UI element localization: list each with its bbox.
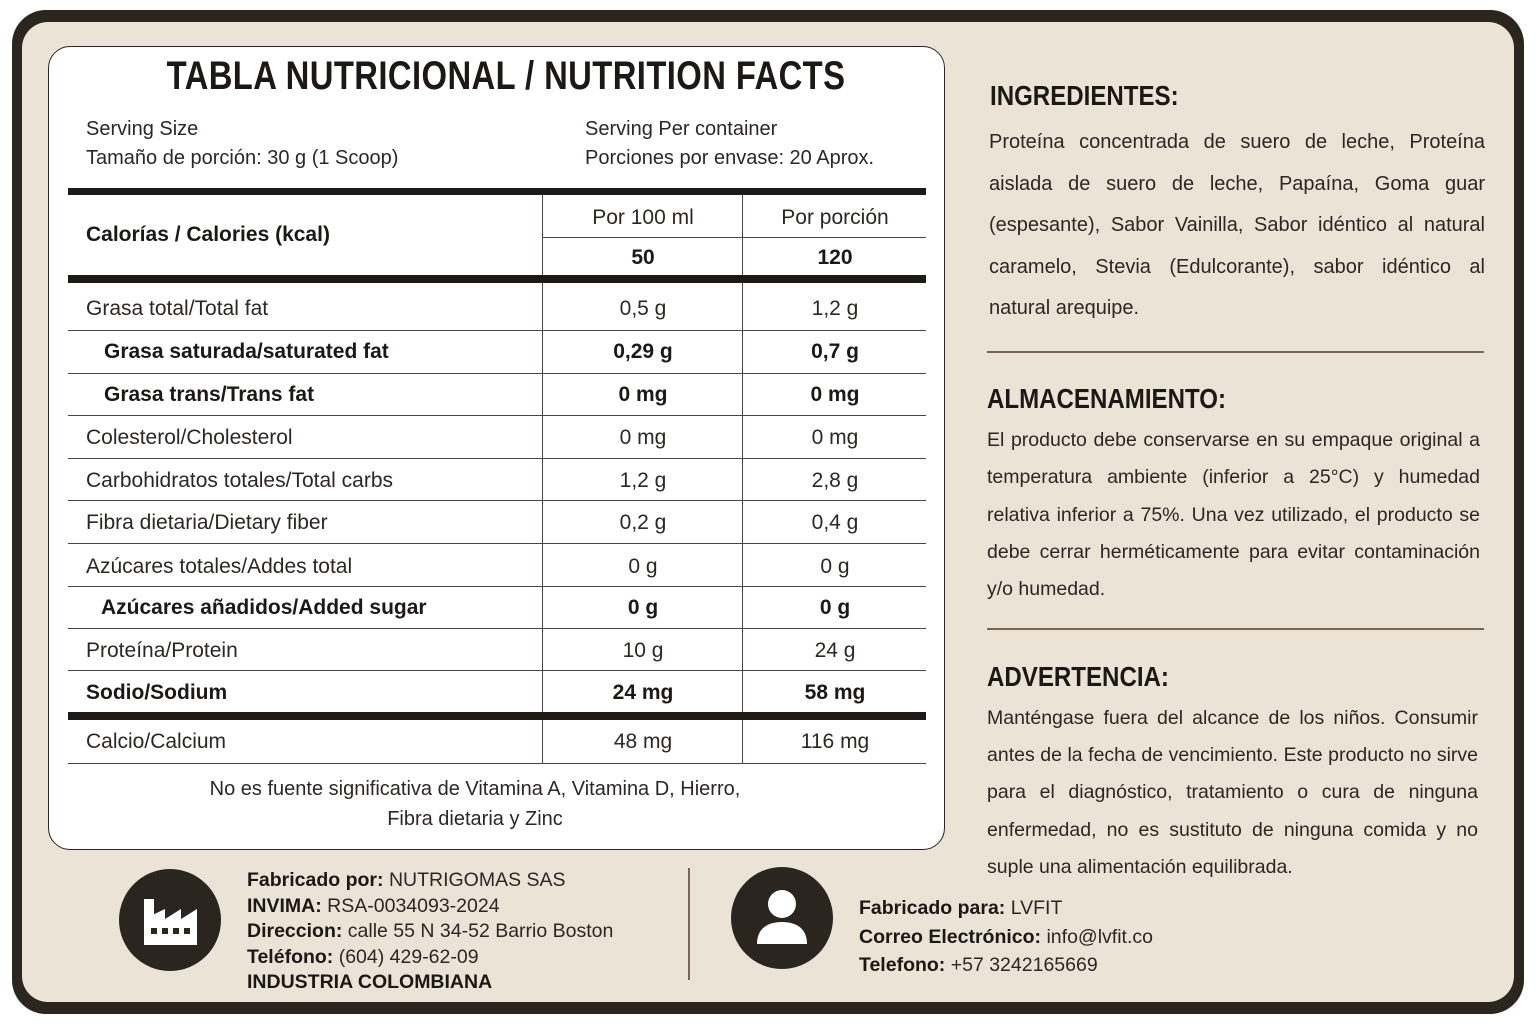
section-divider — [987, 628, 1484, 630]
table-row-label: Colesterol/Cholesterol — [86, 426, 293, 449]
calories-col1: 50 — [631, 246, 655, 269]
vitamin-note-line: No es fuente significativa de Vitamina A, Vitamina D, Hierro, — [209, 778, 741, 800]
table-row-col1: 0,29 g — [613, 340, 673, 363]
invima-line — [247, 894, 613, 920]
table-row-col2: 1,2 g — [811, 297, 859, 320]
table-row-label: Azúcares añadidos/Added sugar — [101, 596, 427, 619]
table-row-col2: 58 mg — [804, 681, 866, 704]
client-phone-line — [859, 951, 1153, 980]
email-line — [859, 923, 1153, 952]
client-phone-value: +57 3242165669 — [950, 954, 1098, 976]
table-row-label: Carbohidratos totales/Total carbs — [86, 469, 393, 492]
footer-divider — [688, 868, 690, 980]
table-row-label: Azúcares totales/Addes total — [86, 555, 353, 578]
table-row-col2: 2,8 g — [811, 469, 859, 492]
table-row-col2: 0 g — [819, 596, 851, 619]
factory-icon-graphic — [119, 869, 221, 971]
serving-size — [86, 115, 398, 173]
address-value: calle 55 N 34-52 Barrio Boston — [347, 920, 614, 942]
serving-size-value: Tamaño de porción: 30 g (1 Scoop) — [86, 147, 399, 169]
table-row-label: Grasa trans/Trans fat — [104, 383, 315, 406]
storage-text: El producto debe conservarse en su empaque original a temperatura ambiente (inferior a 25°C) y humedad relativa inferior a 75%. Una vez utilizado, el producto se debe cerrar herméticamente para evitar contaminación y/o humedad. — [987, 429, 1480, 601]
table-row-label: Sodio/Sodium — [86, 681, 228, 704]
vitamin-note-line: Fibra dietaria y Zinc — [387, 808, 563, 830]
made-for-value: LVFIT — [1010, 897, 1063, 919]
made-for-line — [859, 894, 1153, 923]
table-row-label: Grasa saturada/saturated fat — [104, 340, 389, 363]
table-row-col1: 24 mg — [612, 681, 674, 704]
table-row-col1: 10 g — [622, 639, 664, 662]
ingredients-text: Proteína concentrada de suero de leche, Proteína aislada de suero de leche, Papaína, Goma guar (espesante), Sabor Vainilla, Sabor idéntico al natural caramelo, Stevia (Edulcorante), sabor idéntico al natural arequipe. — [989, 131, 1485, 319]
table-row-col1: 0 g — [627, 596, 659, 619]
warning-heading: ADVERTENCIA: — [987, 661, 1169, 692]
table-row-col2: 0,7 g — [811, 340, 859, 363]
made-for-label: Fabricado para: — [859, 897, 1006, 919]
servings-per-container-value: Porciones por envase: 20 Aprox. — [585, 147, 875, 169]
table-row-col1: 0,5 g — [619, 297, 667, 320]
made-by-value: NUTRIGOMAS SAS — [388, 869, 566, 891]
table-row-col1: 0,2 g — [619, 511, 667, 534]
ingredients-heading: INGREDIENTES: — [990, 80, 1179, 111]
storage-heading: ALMACENAMIENTO: — [987, 383, 1227, 414]
phone-value: (604) 429-62-09 — [338, 945, 479, 968]
made-by-line — [247, 868, 613, 894]
serving-size-label: Serving Size — [86, 118, 199, 140]
invima-label: INVIMA: — [247, 894, 322, 917]
client-info — [859, 894, 1153, 980]
calories-col2: 120 — [817, 246, 853, 269]
col2-header: Por porción — [781, 206, 889, 229]
servings-per-container-label: Serving Per container — [585, 118, 778, 140]
table-row-col1: 0 g — [628, 555, 658, 578]
servings-per-container — [585, 115, 874, 173]
calories-label: Calorías / Calories (kcal) — [86, 223, 330, 246]
table-row-col1: 0 mg — [618, 383, 668, 406]
table-row-label: Fibra dietaria/Dietary fiber — [86, 511, 328, 534]
user-icon-graphic — [731, 867, 833, 969]
client-phone-label: Telefono: — [859, 954, 946, 976]
table-top-rule — [68, 188, 926, 195]
row-divider — [68, 763, 926, 764]
email-label: Correo Electrónico: — [859, 925, 1042, 948]
manufacturer-info — [247, 868, 613, 996]
table-row-col1: 48 mg — [613, 730, 673, 753]
table-row-label: Proteína/Protein — [86, 639, 238, 662]
address-line — [247, 919, 613, 945]
table-row-col2: 0 mg — [810, 383, 860, 406]
invima-value: RSA-0034093-2024 — [327, 894, 500, 917]
address-label: Direccion: — [247, 920, 343, 942]
phone-label: Teléfono: — [247, 945, 334, 968]
table-row-col2: 116 mg — [800, 730, 870, 753]
nutrition-title: TABLA NUTRICIONAL / NUTRITION FACTS — [166, 54, 846, 98]
email-value: info@lvfit.co — [1046, 925, 1153, 948]
made-by-label: Fabricado por: — [247, 869, 384, 891]
table-row-label: Grasa total/Total fat — [86, 297, 269, 320]
origin-text: INDUSTRIA COLOMBIANA — [247, 971, 493, 993]
section-divider — [987, 351, 1484, 353]
user-icon — [731, 867, 833, 969]
table-row-col1: 0 mg — [619, 426, 667, 449]
table-row-col2: 0 mg — [811, 426, 859, 449]
phone-line — [247, 945, 613, 971]
table-row-col2: 0,4 g — [811, 511, 859, 534]
table-row-col1: 1,2 g — [619, 469, 667, 492]
factory-icon — [119, 869, 221, 971]
vitamin-note — [150, 774, 800, 834]
table-row-col2: 24 g — [814, 639, 856, 662]
table-row-col2: 0 g — [820, 555, 850, 578]
col1-header: Por 100 ml — [592, 206, 694, 229]
table-row-label: Calcio/Calcium — [86, 730, 227, 753]
warning-text: Manténgase fuera del alcance de los niños. Consumir antes de la fecha de vencimiento. Este producto no sirve para el diagnóstico, tratamiento o cura de ninguna enfermedad, no es sustituto de ninguna comida y no suple una alimentación equilibrada. — [987, 707, 1478, 878]
